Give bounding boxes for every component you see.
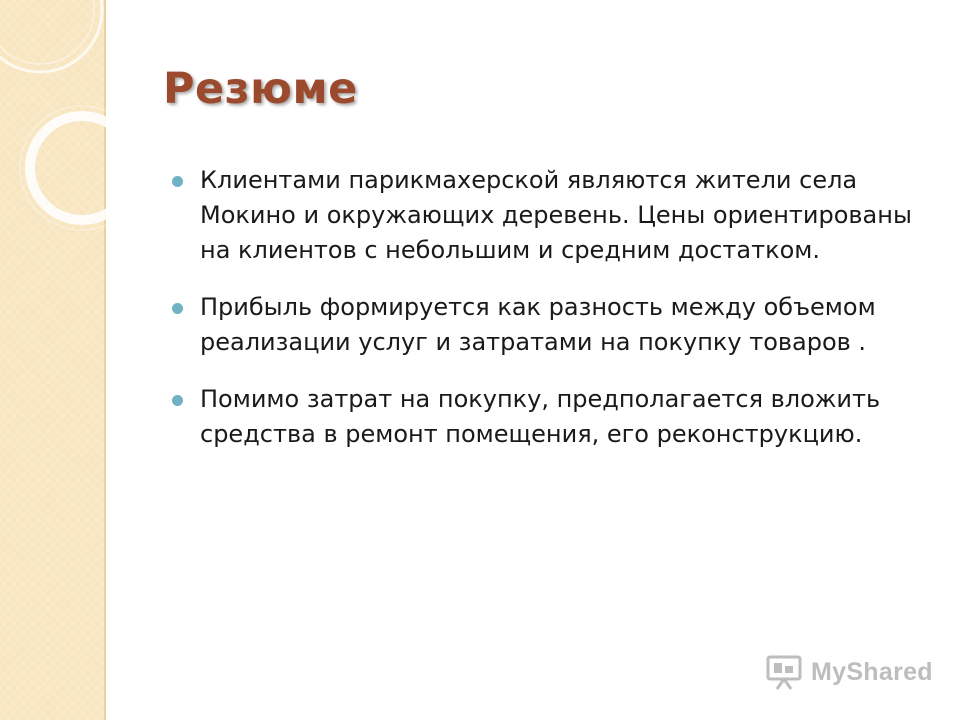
bullet-text: Помимо затрат на покупку, предполагается вложить средства в ремонт помещения, его реконструкцию. [200,385,881,448]
bullet-list [172,163,912,474]
slide-title: Резюме [163,64,358,114]
bullet-item [172,163,912,268]
bullet-dot-icon [172,395,183,406]
presentation-board-icon [765,653,805,691]
watermark [765,652,933,692]
bullet-text: Прибыль формируется как разность между объемом реализации услуг и затратами на покупку товаров . [200,293,876,356]
bullet-item [172,290,912,360]
decorative-rings-graphic [0,0,140,240]
bullet-dot-icon [172,303,183,314]
bullet-dot-icon [172,176,183,187]
watermark-brand: MyShared [811,657,933,686]
bullet-item [172,382,912,452]
bullet-text: Клиентами парикмахерской являются жители села Мокино и окружающих деревень. Цены ориентированы на клиентов с небольшим и средним достатком. [200,166,912,264]
